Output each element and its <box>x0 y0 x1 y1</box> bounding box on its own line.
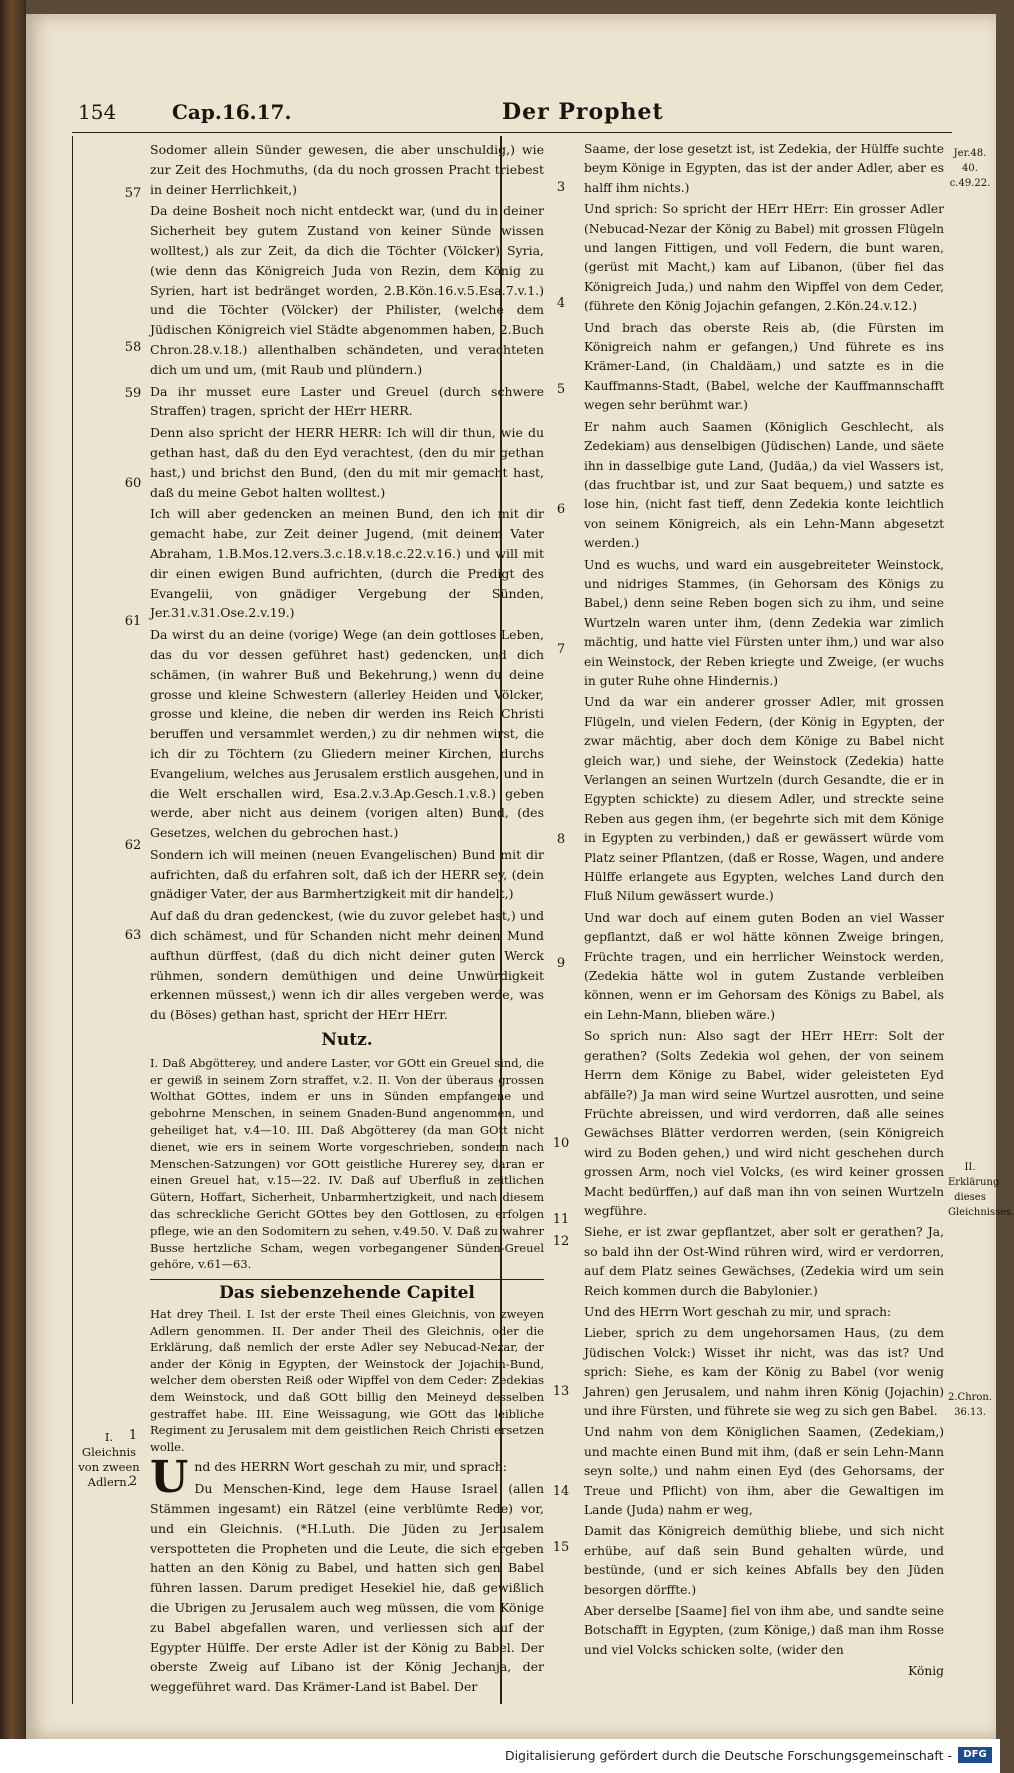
book-spine-edge <box>0 0 26 1773</box>
running-title: Der Prophet <box>502 99 664 125</box>
verse-number: 58 <box>124 340 142 355</box>
verse-number: 13 <box>552 1384 570 1399</box>
margin-note-reference: 2.Chron. 36.13. <box>948 1392 993 1418</box>
margin-note-erklaerung: II. Erklärung dieses Gleichnisses. <box>948 1162 1014 1218</box>
verse-text: So sprich nun: Also sagt der HErr HErr: Solt der gerathen? (Solts Zedekia wol gehen, der von seinem Herrn dem Könige zu Babel, wider geleisteten Eyd abfälle?) Ja man wird seine Wurtzel ausrotten, und seine Früchte abreissen, und wird verdorren, daß alle seines Gewächses Blätter verdorren werden, (sein Königreich wird zu Boden gehen,) und wird nicht geschehen durch grossen Arm, noch viel Volcks, (es wird keiner grossen Macht bedürffen,) auf daß man ihn von seinen Wurtzeln wegführe. <box>584 1029 944 1218</box>
right-column <box>584 140 944 1684</box>
nutz-text: I. Daß Abgötterey, und andere Laster, vor GOtt ein Greuel sind, die er gewiß in seinem Zorn straffet, v.2. II. Von der überaus grossen Wolthat GOttes, indem er uns in Sünden empfangene und gebohrne Menschen, in seinem Gnaden-Bund angenommen, und geheiliget hat, v.4—10. III. Daß Abgötterey (da man GOtt nicht dienet, wie ers in seinem Worte vorgeschrieben, sondern nach Menschen-Satzungen) vor GOtt geistliche Hurerey sey, daran er einen Greuel hat, v.15—22. IV. Daß auf Uberfluß in zeitlichen Gütern, Hoffart, Sicherheit, Unbarmhertzigkeit, und nach diesem das schreckliche Gericht GOttes bey den Gottlosen, zu erfolgen pflege, wie an den Sodomitern zu sehen, v.49.50. V. Daß zu wahrer Busse hertzliche Scham, wegen vorbegangener Sünden-Greuel gehöre, v.61—63. <box>150 1055 544 1272</box>
verse-number: 10 <box>552 1136 570 1151</box>
chapter-17-title: Das siebenzehende Capitel <box>150 1279 544 1304</box>
verse-text: Damit das Königreich demüthig bliebe, und sich nicht erhübe, auf daß sein Bund gehalten würde, und bestünde, (und er sich keines Abfalls bey den Jüden besorgen dörffte.) <box>584 1524 944 1597</box>
verse-text: Und da war ein anderer grosser Adler, mit grossen Flügeln, und vielen Federn, (der König in Egypten, der zwar mächtig, aber doch dem Könige zu Babel nicht gleich war,) und siehe, der Weinstock (Zedekia) hatte Verlangen an seinen Wurtzeln (durch Gesandte, die er in Egypten schickte) zu diesem Adler, und streckte seine Reben aus gegen ihm, (er begehrte sich mit dem Könige in Egypten zu verbinden,) daß er gewässert würde vom Platz seiner Pflantzen, (daß er Rosse, Wagen, und andere Hülffe erlangete aus Egypten, welches Land durch den Fluß Nilum gewässert wurde.) <box>584 695 944 904</box>
verse-text: Sodomer allein Sünder gewesen, die aber unschuldig,) wie zur Zeit des Hochmuths, (da du noch grossen Pracht triebest in deiner Herrlichkeit,) <box>150 142 544 197</box>
dfg-logo: DFG <box>958 1747 992 1763</box>
verse-text: Da ihr musset eure Laster und Greuel (durch schwere Straffen) tragen, spricht der HErr HERR. <box>150 383 544 419</box>
verse-number: 11 <box>552 1212 570 1227</box>
verse-number: 2 <box>128 1474 138 1489</box>
margin-note-reference: Jer.48. 40. c.49.22. <box>949 148 991 189</box>
verse-text: Siehe, er ist zwar gepflantzet, aber solt er gerathen? Ja, so bald ihn der Ost-Wind rühren wird, wird er verdorren, auf dem Platz seines Gewächses, (Zedekia wird um sein Reich kommen durch die Babylonier.) <box>584 1225 944 1298</box>
digitization-footer <box>0 1739 1000 1773</box>
verse-number: 3 <box>556 180 566 195</box>
verse-text: Ich will aber gedencken an meinen Bund, den ich mit dir gemacht habe, zur Zeit deiner Jugend, (mit deinem Vater Abraham, 1.B.Mos.12.vers.3.c.18.v.18.c.22.v.16.) und will mit dir einen ewigen Bund aufrichten, (durch die Predigt des Evangelii, von gnädiger Vergebung der Sünden, Jer.31.v.31.Ose.2.v.19.) <box>150 506 544 621</box>
verse-number: 59 <box>124 386 142 401</box>
verse-text <box>150 1452 544 1504</box>
verse-text: Und des HErrn Wort geschah zu mir, und sprach: <box>584 1304 892 1319</box>
funding-notice: Digitalisierung gefördert durch die Deutsche Forschungsgemeinschaft - <box>504 1748 952 1763</box>
margin-note-gleichnis: I. Gleichnis von zween Adlern. <box>78 1430 140 1489</box>
verse-text: Und brach das oberste Reis ab, (die Fürsten im Königreich nahm er gefangen,) Und führete es ins Krämer-Land, (in Chaldäam,) und satzte es in die Kauffmanns-Stadt, (Babel, welche der Kauffmannschafft wegen sehr berühmt war.) <box>584 320 944 413</box>
verse-text: Saame, der lose gesetzt ist, ist Zedekia, der Hülffe suchte beym Könige in Egypten, das ist der ander Adler, aber es halff ihm nichts.) <box>584 142 944 195</box>
verse-text: Auf daß du dran gedenckest, (wie du zuvor gelebet hast,) und dich schämest, und für Schanden nicht mehr deinen Mund aufthun dürffest, (daß du dich nicht deiner guten Werck rühmen, sondern demüthigen und deine Unwürdigkeit erkennen müssest,) wenn ich dir alles vergeben werde, was du (Böses) gethan hast, spricht der HErr HErr. <box>150 908 544 1023</box>
chapter-summary: Hat drey Theil. I. Ist der erste Theil eines Gleichnis, von zweyen Adlern genommen. II. Der ander Theil des Gleichnis, oder die Erklärung, daß nemlich der erste Adler sey Nebucad-Nezar, der ander der König in Egypten, der Weinstock der Jojachin-Bund, welcher dem obersten Reiß oder Wipffel von dem Ceder: Zedekias dem Weinstock, und daß GOtt billig den Meineyd desselben gestraffet habe. III. Eine Weissagung, wie GOtt das leibliche Regiment zu Jerusalem mit dem geistlichen Reich Christi ersetzen wolle. <box>150 1307 544 1454</box>
catchword: König <box>908 1664 944 1679</box>
nutz-title: Nutz. <box>321 1030 373 1051</box>
verse-text: Da wirst du an deine (vorige) Wege (an dein gottloses Leben, das du vor dessen geführet hast) gedencken, und dich schämen, (in wahrer Buß und Bekehrung,) wenn du deine grosse und kleine Schwestern (allerley Heiden und Völcker, grosse und kleine, die neben dir werden ins Reich Christi beruffen und versammlet werden,) zu dir nehmen wirst, die ich dir zu Töchtern (zu Gliedern meiner Kirchen, durchs Evangelium, welches aus Jerusalem erstlich ausgehen, und in die Welt erschallen wird, Esa.2.v.3.Ap.Gesch.1.v.8.) geben werde, aber nicht aus deinem (vorigen alten) Bund, (des Gesetzes, welchen du gebrochen hast.) <box>150 627 544 841</box>
verse-number: 57 <box>124 186 142 201</box>
verse-text: Lieber, sprich zu dem ungehorsamen Haus, (zu dem Jüdischen Volck:) Wisset ihr nicht, was das ist? Und sprich: Siehe, es kam der König zu Babel (vor wenig Jahren) gen Jerusalem, und nahm ihren König (Jojachin) und ihre Fürsten, und führete sie weg zu sich gen Babel. <box>584 1326 944 1418</box>
nutz-section <box>150 1031 544 1273</box>
verse-number: 5 <box>556 382 566 397</box>
verse-number: 7 <box>556 642 566 657</box>
verse-number: 14 <box>552 1484 570 1499</box>
verse-number: 8 <box>556 832 566 847</box>
verse-number: 9 <box>556 956 566 971</box>
verse-text-body: nd des HERRN Wort geschah zu mir, und sprach: <box>194 1459 507 1475</box>
verse-number: 1 <box>128 1428 138 1443</box>
verse-number: 61 <box>124 614 142 629</box>
verse-text: Und war doch auf einem guten Boden an viel Wasser gepflantzt, daß er wol hätte können Zweige bringen, Früchte tragen, und ein herrlicher Weinstock werden, (Zedekia hätte wol in gutem Zustande verbleiben können, wenn er im Gehorsam des Königs zu Babel, als ein Lehn-Mann, blieben wäre.) <box>584 910 944 1022</box>
verse-text: Er nahm auch Saamen (Königlich Geschlecht, als Zedekiam) aus denselbigen (Jüdischen) Lande, und säete ihn in dasselbige gute Land, (Judäa,) da viel Wassers ist, (das fruchtbar ist, und zur Saat bequem,) und satzte es lose hin, (nicht fast tieff, denn Zedekia konte leichtlich von seinem Königreich, als ein Lehn-Mann abgesetzt werden.) <box>584 419 944 551</box>
page-header <box>72 92 952 133</box>
verse-text: Denn also spricht der HERR HERR: Ich will dir thun, wie du gethan hast, daß du den Eyd verachtest, (den du mir gethan hast,) und brichst den Bund, (den du mit mir gemacht hast, daß du meine Gebot halten wolltest.) <box>150 425 544 500</box>
verse-number: 63 <box>124 928 142 943</box>
verse-text: Und nahm von dem Königlichen Saamen, (Zedekiam,) und machte einen Bund mit ihm, (daß er sein Lehn-Mann seyn solte,) und nahm einen Eyd (des Gehorsams, der Treue und Pflicht) von ihm, aber die Gewaltigen im Lande (Juda) nahm er weg, <box>584 1425 944 1518</box>
chapter-reference: Cap.16.17. <box>172 100 292 124</box>
drop-cap-initial: U <box>150 1452 189 1504</box>
verse-number: 62 <box>124 838 142 853</box>
verse-number: 4 <box>556 296 566 311</box>
verse-number: 12 <box>552 1234 570 1249</box>
verse-number: 15 <box>552 1540 570 1555</box>
verse-text: Du Menschen-Kind, lege dem Hause Israel (allen Stämmen ingesamt) ein Rätzel (eine verblümte Rede) vor, und ein Gleichnis. (*H.Luth. Die Jüden zu Jerusalem verspotteten die Propheten und die Leute, die sich ergeben hatten an den König zu Babel, und hatten sich gen Babel führen lassen. Darum prediget Hesekiel hie, daß gewißlich die Ubrigen zu Jerusalem auch weg müssen, die vom Könige zu Babel abgefallen waren, und verliessen sich auf der Egypter Hülffe. Der erste Adler ist der König zu Babel. Der oberste Zweig auf Libano ist der König Jechanja, der weggeführet ward. Das Krämer-Land ist Babel. Der <box>150 1481 544 1695</box>
left-column <box>150 140 544 1699</box>
chapter-17-section <box>150 1279 544 1697</box>
verse-text: Sondern ich will meinen (neuen Evangelischen) Bund mit dir aufrichten, daß du erfahren solt, daß ich der HERR sey, (dein gnädiger Vater, der aus Barmhertzigkeit mit dir handelt,) <box>150 846 544 902</box>
verse-text: Da deine Bosheit noch nicht entdeckt war, (und du in deiner Sicherheit bey gutem Zustand von keiner Sünde wissen wolltest,) als zur Zeit, da dich die Töchter (Völcker) Syria, (wie denn das Königreich Juda von Rezin, dem König zu Syrien, hart ist bedränget worden, 2.B.Kön.16.v.5.Esa.7.v.1.) und die Töchter (Völcker) der Philister, (welche dem Jüdischen Königreich viel Städte abgenommen haben, 2.Buch Chron.28.v.18.) allenthalben schändeten, und verachteten dich um und um, (mit Raub und plündern.) <box>150 203 544 377</box>
verse-number: 6 <box>556 502 566 517</box>
verse-text: Und sprich: So spricht der HErr HErr: Ein grosser Adler (Nebucad-Nezar der König zu Babel) mit grossen Flügeln und langen Fittigen, und voll Federn, die bunt waren, (gerüst mit Macht,) kam auf Libanon, (über fiel das Königreich Juda,) und nahm den Wipffel von dem Ceder, (führete den König Jojachin gefangen, 2.Kön.24.v.12.) <box>584 202 944 314</box>
verse-text: Aber derselbe [Saame] fiel von ihm abe, und sandte seine Botschafft in Egypten, (zum Könige,) daß man ihm Rosse und viel Volcks schicken solte, (wider den <box>584 1604 944 1657</box>
verse-number: 60 <box>124 476 142 491</box>
page-number: 154 <box>78 100 117 124</box>
verse-text: Und es wuchs, und ward ein ausgebreiteter Weinstock, und nidriges Stammes, (in Gehorsam des Königs zu Babel,) denn seine Reben bogen sich zu ihm, und seine Wurtzeln waren unter ihm, (denn Zedekia war zimlich mächtig, und hatte viel Fürsten unter ihm,) und war also ein Weinstock, der Reben kriegte und Zweige, (er wuchs in guter Ruhe ohne Hindernis.) <box>584 557 944 688</box>
